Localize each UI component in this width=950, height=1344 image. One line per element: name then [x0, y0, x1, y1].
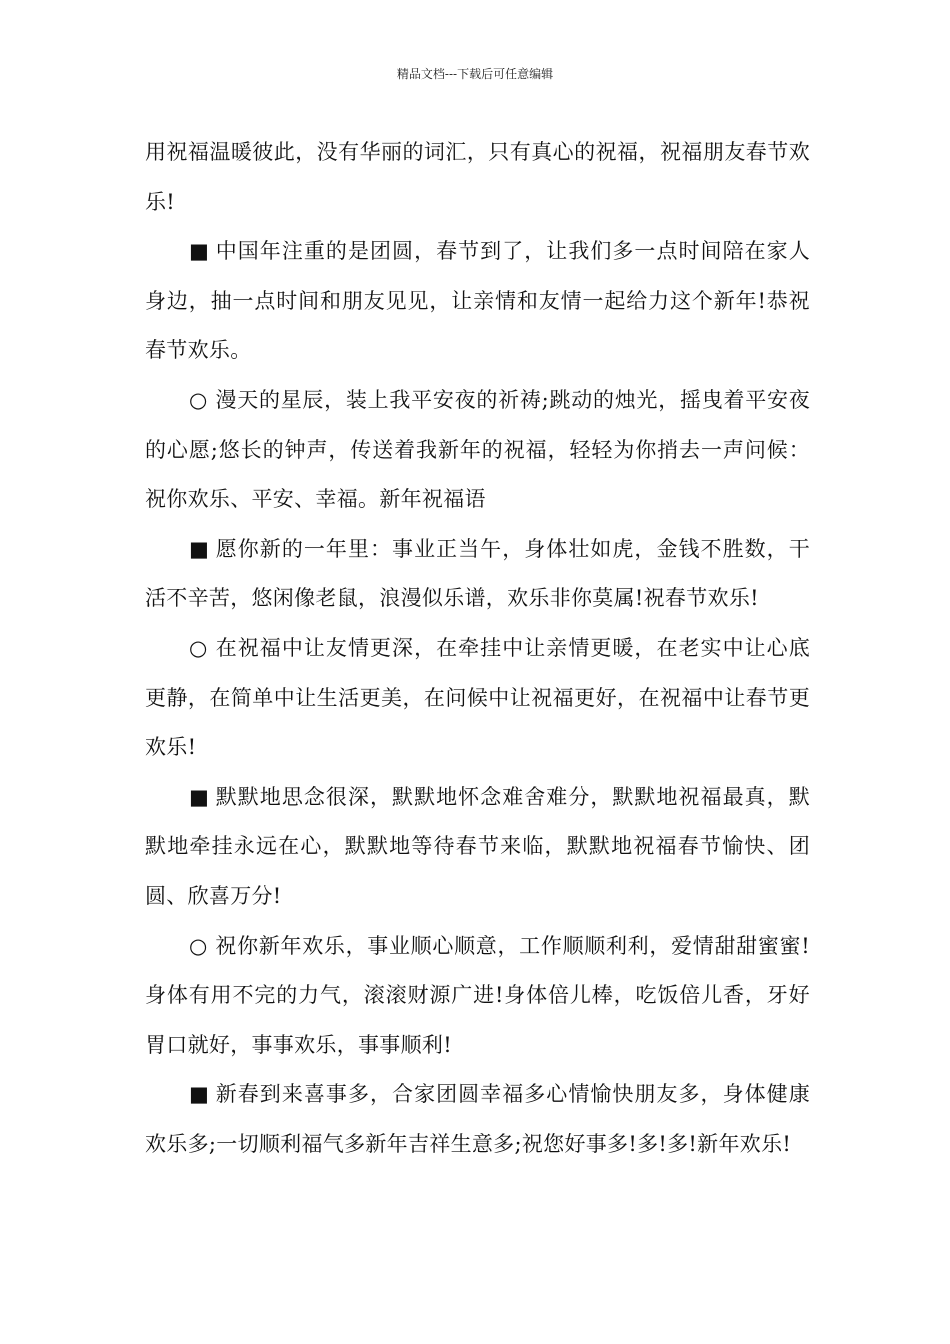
- paragraph-6: [145, 773, 810, 922]
- paragraph-text: 愿你新的一年里：事业正当午，身体壮如虎，金钱不胜数，干活不辛苦，悠闲像老鼠，浪漫似乐谱，欢乐非你莫属!祝春节欢乐!: [145, 536, 810, 611]
- paragraph-2: [145, 227, 810, 376]
- paragraph-text: 祝你新年欢乐，事业顺心顺意，工作顺顺利利，爱情甜甜蜜蜜!身体有用不完的力气，滚滚财源广进!身体倍儿棒，吃饭倍儿香，牙好胃口就好，事事欢乐，事事顺利!: [145, 933, 810, 1057]
- paragraph-3: [145, 376, 810, 525]
- hollow-circle-bullet-icon: ○: [189, 635, 208, 660]
- paragraph-text: 默默地思念很深，默默地怀念难舍难分，默默地祝福最真，默默地牵挂永远在心，默默地等待春节来临，默默地祝福春节愉快、团圆、欣喜万分!: [145, 784, 810, 908]
- hollow-circle-bullet-icon: ○: [189, 387, 208, 412]
- paragraph-text: 用祝福温暖彼此，没有华丽的词汇，只有真心的祝福，祝福朋友春节欢乐!: [145, 140, 810, 214]
- paragraph-text: 新春到来喜事多，合家团圆幸福多心情愉快朋友多，身体健康欢乐多;一切顺利福气多新年吉祥生意多;祝您好事多!多!多!新年欢乐!: [145, 1082, 810, 1156]
- page-header: 精品文档---下载后可任意编辑: [396, 67, 554, 81]
- paragraph-7: [145, 922, 810, 1071]
- filled-square-bullet-icon: ■: [189, 784, 210, 809]
- paragraph-text: 在祝福中让友情更深，在牵挂中让亲情更暖，在老实中让心底更静，在简单中让生活更美，在问候中让祝福更好，在祝福中让春节更欢乐!: [145, 635, 810, 760]
- paragraph-1: [145, 128, 810, 227]
- filled-square-bullet-icon: ■: [189, 536, 210, 561]
- paragraph-4: [145, 525, 810, 624]
- filled-square-bullet-icon: ■: [189, 1082, 210, 1107]
- paragraph-5: [145, 624, 810, 773]
- document-body: [145, 128, 810, 1169]
- paragraph-8: [145, 1070, 810, 1169]
- paragraph-text: 中国年注重的是团圆，春节到了，让我们多一点时间陪在家人身边，抽一点时间和朋友见见，让亲情和友情一起给力这个新年!恭祝春节欢乐。: [145, 239, 810, 363]
- filled-square-bullet-icon: ■: [189, 239, 210, 264]
- paragraph-text: 漫天的星辰，装上我平安夜的祈祷;跳动的烛光，摇曳着平安夜的心愿;悠长的钟声，传送着我新年的祝福，轻轻为你捎去一声问候：祝你欢乐、平安、幸福。新年祝福语: [145, 387, 810, 512]
- hollow-circle-bullet-icon: ○: [189, 933, 208, 958]
